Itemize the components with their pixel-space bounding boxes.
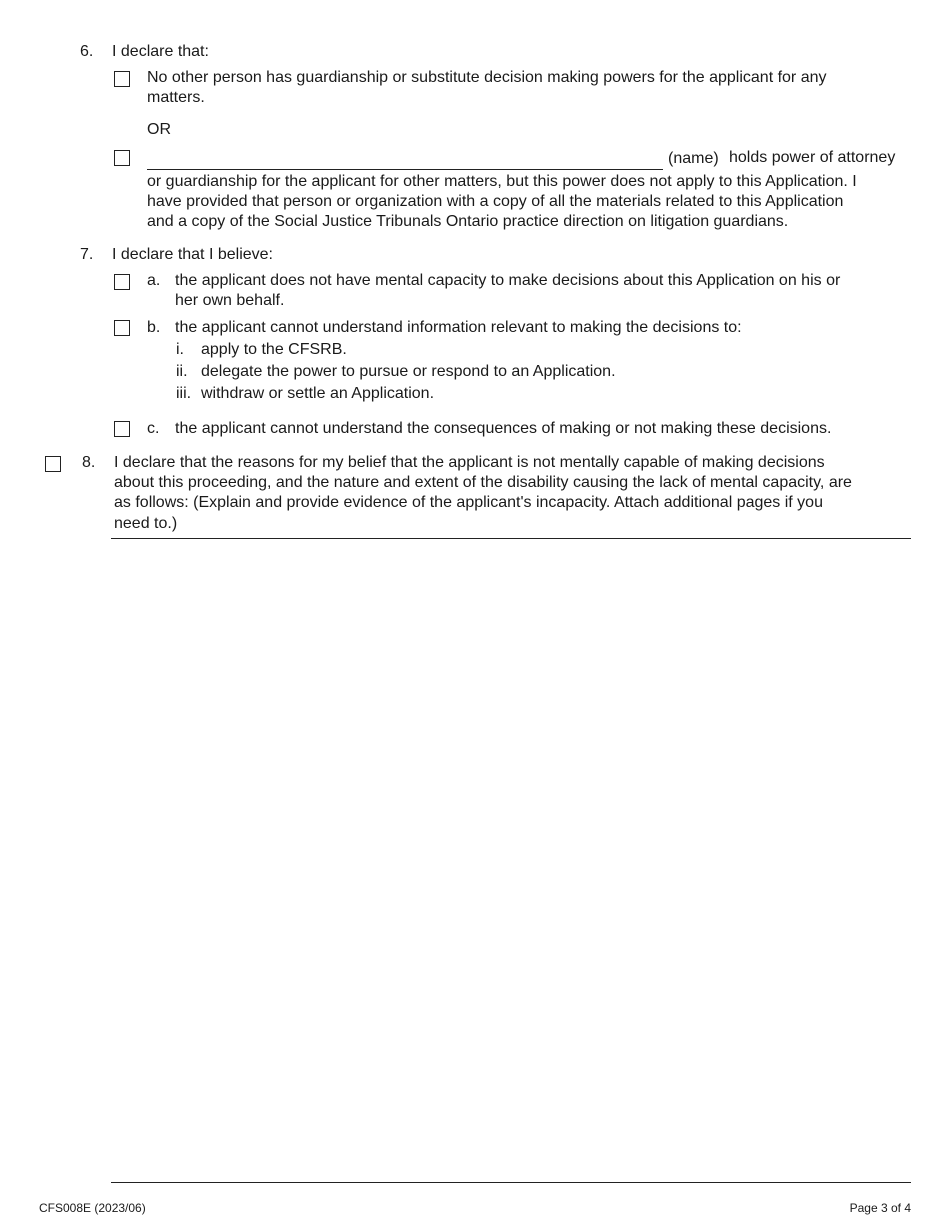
item-7a-label: a. xyxy=(147,272,161,289)
item-6-option-1-line-2: matters. xyxy=(147,89,205,106)
item-8-checkbox[interactable] xyxy=(45,456,61,472)
item-8-line-2: about this proceeding, and the nature and extent of the disability causing the lack of mental capacity, are xyxy=(114,474,852,491)
item-6-heading: I declare that: xyxy=(112,43,209,60)
item-7a-line-2: her own behalf. xyxy=(175,292,285,309)
sub-item-label: iii. xyxy=(176,385,192,402)
item-7c-label: c. xyxy=(147,420,160,437)
text-area-top-rule xyxy=(111,538,911,539)
item-7c-text: the applicant cannot understand the consequences of making or not making these decisions. xyxy=(175,420,832,437)
item-8-number: 8. xyxy=(82,454,96,471)
page-number: Page 3 of 4 xyxy=(849,1201,911,1215)
item-6-option-2-line-3: and a copy of the Social Justice Tribunals Ontario practice direction on litigation guardians. xyxy=(147,213,789,230)
text-area-bottom-rule xyxy=(111,1182,911,1183)
item-7-heading: I declare that I believe: xyxy=(112,246,273,263)
item-7a-line-1: the applicant does not have mental capacity to make decisions about this Application on his or xyxy=(175,272,841,289)
item-7b-label: b. xyxy=(147,319,161,336)
sub-item-label: ii. xyxy=(176,363,188,380)
sub-item-text: apply to the CFSRB. xyxy=(201,341,347,358)
item-7b-checkbox[interactable] xyxy=(114,320,130,336)
item-8-line-3: as follows: (Explain and provide evidence of the applicant's incapacity. Attach additional pages if you xyxy=(114,494,823,511)
item-6-option-2-line-2: have provided that person or organization with a copy of all the materials related to this Application xyxy=(147,193,844,210)
item-6-option-1-checkbox[interactable] xyxy=(114,71,130,87)
name-field-label: (name) xyxy=(668,150,719,167)
item-8-line-4: need to.) xyxy=(114,515,178,532)
explanation-text-area[interactable] xyxy=(111,538,911,1182)
item-6-option-2-checkbox[interactable] xyxy=(114,150,130,166)
form-code: CFS008E (2023/06) xyxy=(39,1201,146,1215)
item-6-option-1-line-1: No other person has guardianship or substitute decision making powers for the applicant for any xyxy=(147,69,827,86)
sub-item-text: withdraw or settle an Application. xyxy=(201,385,435,402)
item-6-option-2-line-1: or guardianship for the applicant for other matters, but this power does not apply to this Application. I xyxy=(147,173,857,190)
item-6-number: 6. xyxy=(80,43,94,60)
holds-power-text: holds power of attorney xyxy=(729,149,896,166)
item-8-line-1: I declare that the reasons for my belief that the applicant is not mentally capable of making decisions xyxy=(114,454,825,471)
item-7-number: 7. xyxy=(80,246,94,263)
sub-item-label: i. xyxy=(176,341,184,358)
sub-item-text: delegate the power to pursue or respond to an Application. xyxy=(201,363,616,380)
item-7c-checkbox[interactable] xyxy=(114,421,130,437)
item-7b-text: the applicant cannot understand information relevant to making the decisions to: xyxy=(175,319,742,336)
name-input-line[interactable] xyxy=(147,169,663,170)
item-6-or-separator: OR xyxy=(147,121,171,138)
item-7a-checkbox[interactable] xyxy=(114,274,130,290)
